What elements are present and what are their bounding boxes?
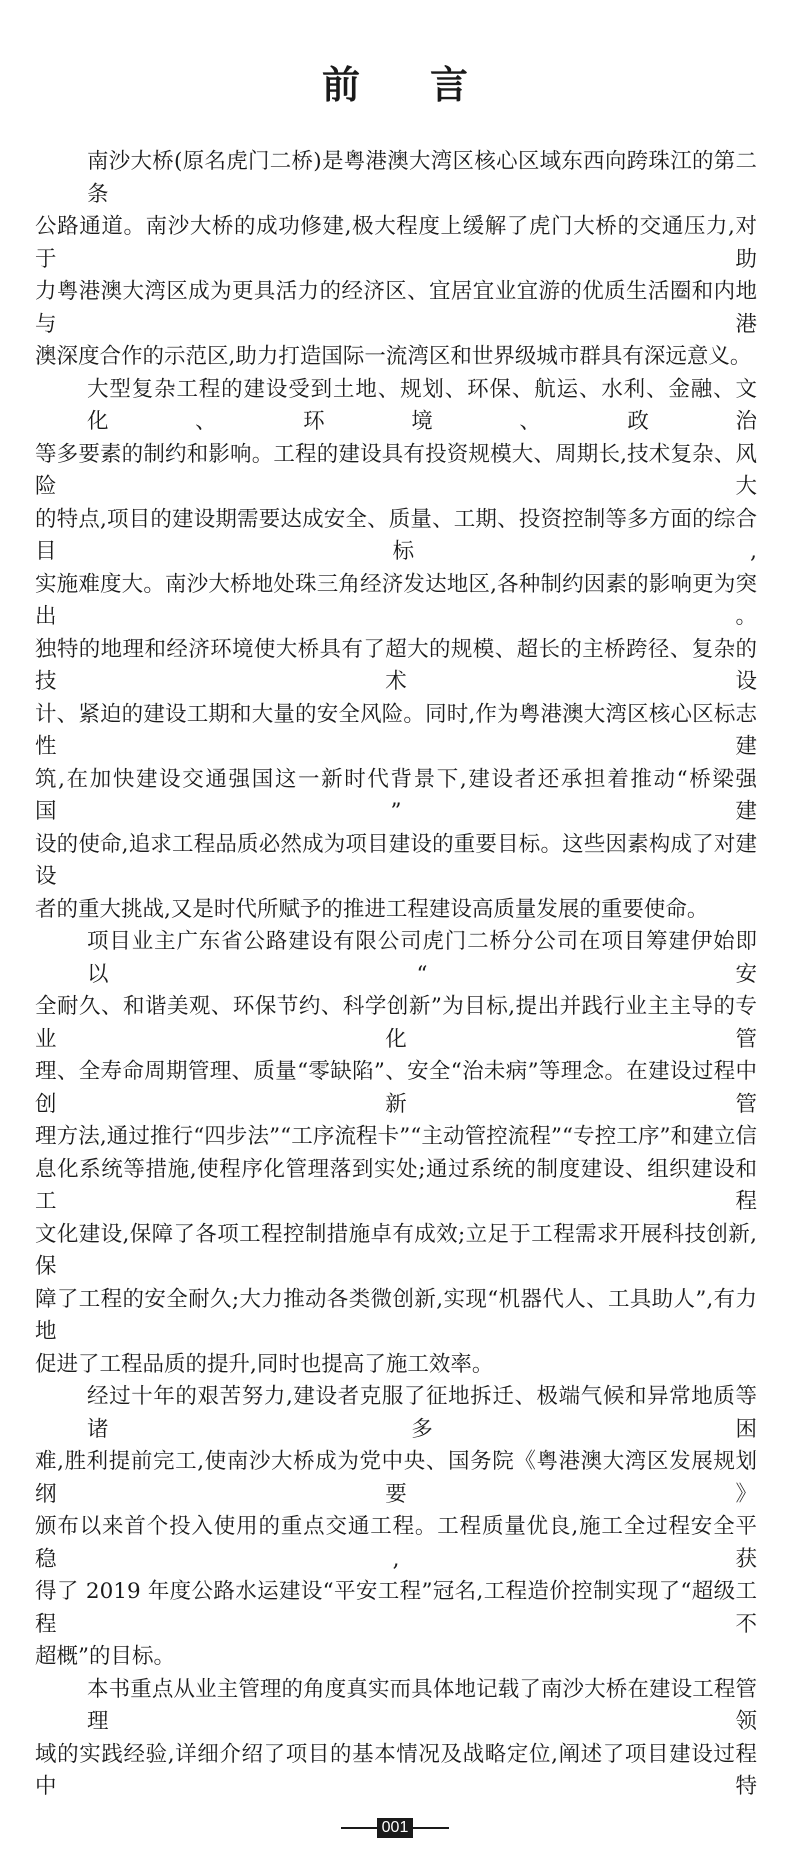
paragraph (35, 374, 757, 927)
page-title: 前言 (321, 63, 538, 107)
text-line: 筑,在加快建设交通强国这一新时代背景下,建设者还承担着推动“桥梁强国”建 (35, 766, 757, 824)
text-line: 超概”的目标。 (35, 1644, 175, 1669)
paragraph (35, 146, 757, 374)
text-line: 计、紧迫的建设工期和大量的安全风险。同时,作为粤港澳大湾区核心区标志性建 (35, 701, 757, 759)
text-line: 澳深度合作的示范区,助力打造国际一流湾区和世界级城市群具有深远意义。 (35, 344, 752, 369)
text-line: 独特的地理和经济环境使大桥具有了超大的规模、超长的主桥跨径、复杂的技术设 (35, 636, 757, 694)
text-line: 大型复杂工程的建设受到土地、规划、环保、航运、水利、金融、文化、环境、政治 (87, 376, 757, 434)
text-line: 理、全寿命周期管理、质量“零缺陷”、安全“治未病”等理念。在建设过程中创新管 (35, 1059, 757, 1117)
text-line: 文化建设,保障了各项工程控制措施卓有成效;立足于工程需求开展科技创新,保 (35, 1221, 757, 1279)
text-line: 障了工程的安全耐久;大力推动各类微创新,实现“机器代人、工具助人”,有力地 (35, 1286, 757, 1344)
text-line: 促进了工程品质的提升,同时也提高了施工效率。 (35, 1351, 494, 1377)
text-line: 实施难度大。南沙大桥地处珠三角经济发达地区,各种制约因素的影响更为突出。 (35, 571, 757, 629)
text-line: 全耐久、和谐美观、环保节约、科学创新”为目标,提出并践行业主主导的专业化管 (35, 994, 757, 1052)
text-line: 公路通道。南沙大桥的成功修建,极大程度上缓解了虎门大桥的交通压力,对于助 (35, 214, 757, 272)
paragraph (35, 926, 757, 1381)
page-footer (0, 1818, 790, 1850)
text-line: 的特点,项目的建设期需要达成安全、质量、工期、投资控制等多方面的综合目标, (35, 506, 757, 564)
text-line: 本书重点从业主管理的角度真实而具体地记载了南沙大桥在建设工程管理领 (87, 1676, 757, 1734)
text-line: 等多要素的制约和影响。工程的建设具有投资规模大、周期长,技术复杂、风险大 (35, 441, 757, 499)
text-line: 理方法,通过推行“四步法”“工序流程卡”“主动管控流程”“专控工序”和建立信 (35, 1124, 757, 1149)
text-line: 难,胜利提前完工,使南沙大桥成为党中央、国务院《粤港澳大湾区发展规划纲要》 (35, 1449, 757, 1507)
footer-rule-right (413, 1827, 449, 1829)
text-line: 南沙大桥(原名虎门二桥)是粤港澳大湾区核心区域东西向跨珠江的第二条 (87, 149, 757, 207)
page-number: 001 (377, 1818, 414, 1838)
text-line: 经过十年的艰苦努力,建设者克服了征地拆迁、极端气候和异常地质等诸多困 (87, 1384, 757, 1442)
text-line: 域的实践经验,详细介绍了项目的基本情况及战略定位,阐述了项目建设过程中特 (35, 1741, 757, 1799)
text-line: 颁布以来首个投入使用的重点交通工程。工程质量优良,施工全过程安全平稳,获 (35, 1514, 757, 1572)
paragraph (35, 1674, 757, 1804)
text-line: 设的使命,追求工程品质必然成为项目建设的重要目标。这些因素构成了对建设 (35, 831, 757, 889)
footer-rule-left (341, 1827, 377, 1829)
text-line: 项目业主广东省公路建设有限公司虎门二桥分公司在项目筹建伊始即以“安 (87, 929, 757, 987)
text-line: 得了 2019 年度公路水运建设“平安工程”冠名,工程造价控制实现了“超级工程不 (35, 1579, 757, 1637)
text-line: 力粤港澳大湾区成为更具活力的经济区、宜居宜业宜游的优质生活圈和内地与港 (35, 279, 757, 337)
text-line: 者的重大挑战,又是时代所赋予的推进工程建设高质量发展的重要使命。 (35, 896, 709, 922)
preface-body (35, 146, 757, 1804)
text-line: 息化系统等措施,使程序化管理落到实处;通过系统的制度建设、组织建设和工程 (35, 1156, 757, 1214)
paragraph (35, 1381, 757, 1674)
